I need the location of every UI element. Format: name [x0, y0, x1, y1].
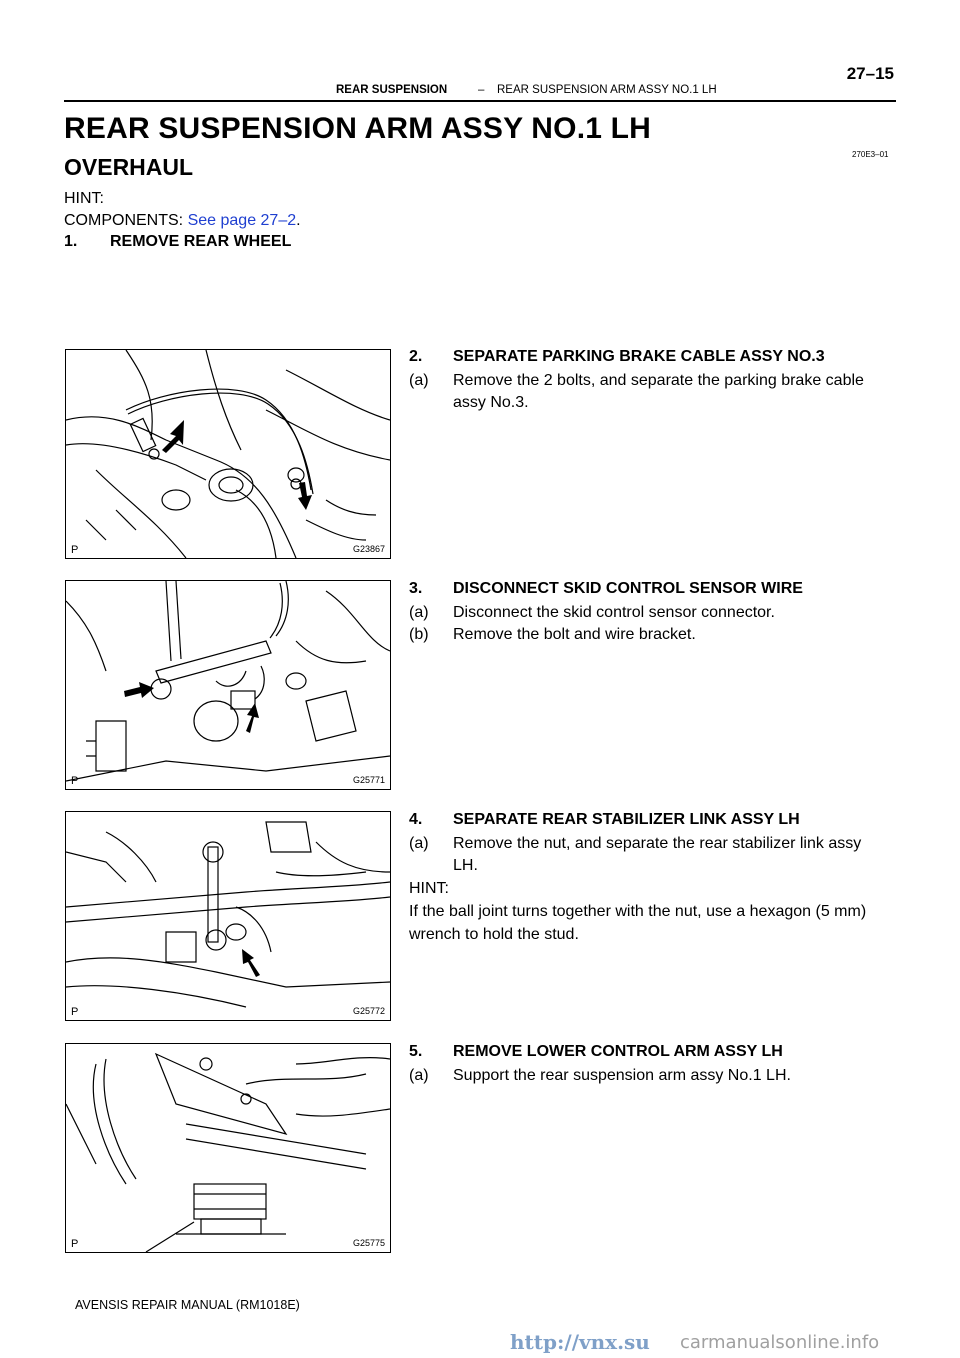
header-section: REAR SUSPENSION: [336, 84, 448, 96]
components-line: [64, 210, 301, 232]
header-subsection: REAR SUSPENSION ARM ASSY NO.1 LH: [497, 84, 717, 96]
figure-4-code: G25775: [352, 1238, 385, 1248]
figure-3-illustration: [66, 812, 390, 1020]
components-link[interactable]: See page 27–2: [187, 212, 297, 229]
step-5a-line1: Support the rear suspension arm assy No.1 LH.: [453, 1067, 791, 1084]
step-4-title: SEPARATE REAR STABILIZER LINK ASSY LH: [453, 811, 800, 828]
step-1-title: REMOVE REAR WHEEL: [110, 233, 292, 250]
figure-1-illustration: [66, 350, 390, 558]
figure-skid-sensor-wire: [65, 580, 391, 790]
components-label: COMPONENTS:: [64, 212, 184, 229]
section-subtitle: OVERHAUL: [64, 154, 194, 180]
step-4a-label: (a): [409, 835, 429, 852]
step-3b-label: (b): [409, 626, 429, 643]
figure-parking-brake-cable: [65, 349, 391, 559]
step-3-number: 3.: [409, 580, 423, 597]
step-4-hint-line1: If the ball joint turns together with the nut, use a hexagon (5 mm): [409, 903, 867, 920]
figure-4-illustration: [66, 1044, 390, 1252]
step-2-title: SEPARATE PARKING BRAKE CABLE ASSY NO.3: [453, 348, 825, 365]
figure-1-p-label: P: [71, 544, 79, 556]
doc-id: 270E3–01: [852, 150, 889, 159]
step-4-hint-label: HINT:: [409, 880, 449, 897]
step-2a-line1: Remove the 2 bolts, and separate the parking brake cable: [453, 372, 864, 389]
step-3-title: DISCONNECT SKID CONTROL SENSOR WIRE: [453, 580, 803, 597]
page-number: 27–15: [846, 64, 894, 83]
figure-2-p-label: P: [71, 775, 79, 787]
footer-manual-id: AVENSIS REPAIR MANUAL (RM1018E): [75, 1298, 300, 1312]
step-3a-line1: Disconnect the skid control sensor connector.: [453, 604, 775, 621]
watermark-vnx[interactable]: http://vnx.su: [510, 1330, 650, 1354]
step-4-number: 4.: [409, 811, 423, 828]
step-2a-line2: assy No.3.: [453, 394, 529, 411]
figure-3-p-label: P: [71, 1006, 79, 1018]
step-2a-label: (a): [409, 372, 429, 389]
watermark-carmanuals: carmanualsonline.info: [680, 1332, 880, 1353]
figure-4-p-label: P: [71, 1238, 79, 1250]
header-rule: [64, 100, 896, 102]
step-3a-label: (a): [409, 604, 429, 621]
figure-lower-control-arm: [65, 1043, 391, 1253]
step-4a-line2: LH.: [453, 857, 478, 874]
step-5-title: REMOVE LOWER CONTROL ARM ASSY LH: [453, 1043, 783, 1060]
figure-1-code: G23867: [352, 544, 385, 554]
step-5a-label: (a): [409, 1067, 429, 1084]
figure-2-code: G25771: [352, 775, 385, 785]
page-title: REAR SUSPENSION ARM ASSY NO.1 LH: [64, 112, 652, 145]
components-period: .: [296, 212, 301, 229]
hint-label: HINT:: [64, 190, 104, 207]
figure-stabilizer-link: [65, 811, 391, 1021]
step-5-number: 5.: [409, 1043, 423, 1060]
step-1-number: 1.: [64, 233, 78, 250]
step-4-hint-line2: wrench to hold the stud.: [409, 926, 579, 943]
figure-3-code: G25772: [352, 1006, 385, 1016]
figure-2-illustration: [66, 581, 390, 789]
step-4a-line1: Remove the nut, and separate the rear stabilizer link assy: [453, 835, 862, 852]
header-dash: –: [478, 84, 485, 96]
step-3b-line1: Remove the bolt and wire bracket.: [453, 626, 696, 643]
step-2-number: 2.: [409, 348, 423, 365]
